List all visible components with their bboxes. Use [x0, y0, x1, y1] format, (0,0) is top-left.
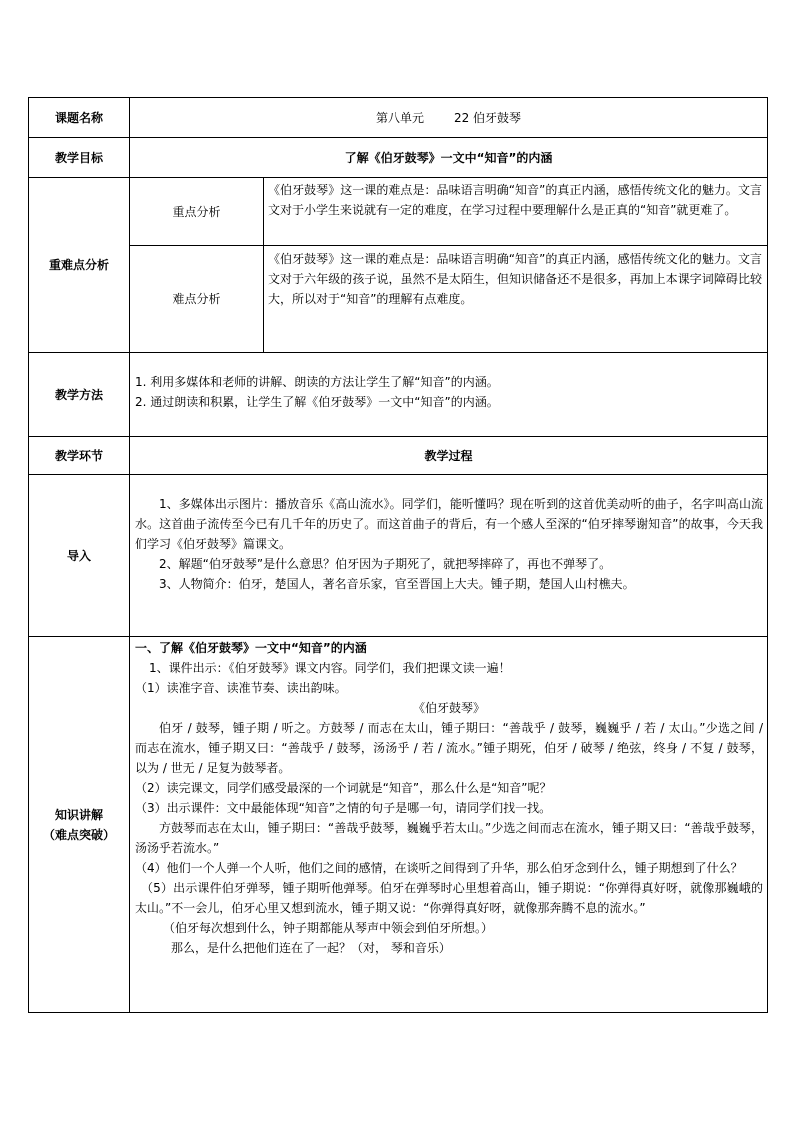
table-border: [28, 1012, 768, 1013]
teaching-process-header: 教学过程: [424, 448, 473, 463]
teaching-stage-label: 教学环节: [54, 448, 103, 463]
teaching-method-text: [135, 372, 763, 422]
teaching-goal-label: 教学目标: [54, 150, 103, 165]
lesson-name-label: 课题名称: [54, 110, 103, 125]
key-analysis-paragraph: 《伯牙鼓琴》这一课的难点是：品味语言明确“知音”的真正内涵，感悟传统文化的魅力。文言文对于小学生来说就有一定的难度，在学习过程中要理解什么是正真的“知音”就更难了。: [268, 183, 762, 217]
table-border: [767, 97, 768, 1013]
key-analysis-label: 重点分析: [172, 204, 221, 219]
knowledge-p8: （伯牙每次想到什么，钟子期都能从琴声中领会到伯牙所想。）: [163, 921, 494, 935]
poem-text: 伯牙 / 鼓琴，锺子期 / 听之。方鼓琴 / 而志在太山，锺子期曰：“善哉乎 / 鼓琴，巍巍乎 / 若 / 太山。”少选之间 / 而志在流水，锺子期又曰：“善哉乎 / 鼓琴，汤汤乎 / 若 / 流水。”锺子期死，伯牙 / 破琴 / 绝弦，终身 / 不复 / 鼓琴，以为 / 世无 / 足复为鼓琴者。: [135, 721, 763, 775]
difficulty-analysis-paragraph: 《伯牙鼓琴》这一课的难点是：品味语言明确“知音”的真正内涵，感悟传统文化的魅力。文言文对于六年级的孩子说，虽然不是太陌生，但知识储备还不是很多，再加上本课字词障碍比较大，所以对于“知音”的理解有点难度。: [268, 252, 762, 306]
knowledge-p6: （4）他们一个人弹一个人听，他们之间的感情，在谈听之间得到了升华，那么伯牙念到什么，锺子期想到了什么？: [135, 861, 743, 875]
method-line-2: 2. 通过朗读和积累，让学生了解《伯牙鼓琴》一文中“知音”的内涵。: [135, 395, 499, 409]
knowledge-p2: （1）读准字音、读准节奏、读出韵味。: [135, 681, 347, 695]
poem-title: 《伯牙鼓琴》: [412, 701, 485, 715]
difficulty-analysis-label: 难点分析: [172, 292, 221, 306]
knowledge-p9: 那么，是什么把他们连在了一起？（对， 琴和音乐）: [171, 941, 451, 955]
introduction-text: [135, 494, 763, 634]
difficulty-analysis-text: [268, 249, 762, 349]
lesson-title-text: 22 伯牙鼓琴: [453, 110, 522, 125]
introduction-label: 导入: [66, 548, 91, 563]
table-border: [28, 474, 768, 475]
method-line-1: 1. 利用多媒体和老师的讲解、朗读的方法让学生了解“知音”的内涵。: [135, 375, 499, 389]
knowledge-p5: 方鼓琴而志在太山，锺子期曰：“善哉乎鼓琴，巍巍乎若太山。”少选之间而志在流水，锺子期又曰：“善哉乎鼓琴，汤汤乎若流水。”: [135, 821, 763, 855]
analysis-label: 重难点分析: [48, 258, 109, 272]
knowledge-p4: （3）出示课件：文中最能体现“知音”之情的句子是哪一句，请同学们找一找。: [135, 801, 552, 815]
knowledge-heading: 一、了解《伯牙鼓琴》一文中“知音”的内涵: [135, 641, 367, 655]
intro-paragraph-3: 3、人物简介：伯牙，楚国人，著名音乐家，官至晋国上大夫。锺子期，楚国人山村樵夫。: [159, 577, 635, 591]
knowledge-p1: 1、课件出示：《伯牙鼓琴》课文内容。同学们，我们把课文读一遍！: [149, 661, 511, 675]
table-border: [263, 177, 264, 353]
key-analysis-text: [268, 180, 762, 244]
knowledge-text: [135, 638, 763, 1010]
knowledge-p3: （2）读完课文，同学们感受最深的一个词就是“知音”，那么什么是“知音”呢？: [135, 781, 552, 795]
knowledge-p7: （5）出示课件伯牙弹琴，锺子期听他弹琴。伯牙在弹琴时心里想着高山，锺子期说：“你弹得真好呀，就像那巍峨的太山。”不一会儿，伯牙心里又想到流水，锺子期又说：“你弹得真好呀，就像那奔腾不息的流水。”: [135, 881, 763, 915]
teaching-goal-text: 了解《伯牙鼓琴》一文中“知音”的内涵: [344, 150, 553, 165]
knowledge-label-line2: （难点突破）: [42, 827, 115, 842]
intro-paragraph-2: 2、解题“伯牙鼓琴”是什么意思？伯牙因为子期死了，就把琴摔碎了，再也不弹琴了。: [159, 557, 612, 571]
unit-text: 第八单元: [375, 110, 424, 125]
knowledge-label-line1: 知识讲解: [54, 807, 103, 822]
table-border: [28, 636, 768, 637]
intro-paragraph-1: 1、多媒体出示图片：播放音乐《高山流水》。同学们，能听懂吗？现在听到的这首优美动听的曲子，名字叫高山流水。这首曲子流传至今已有几千年的历史了。而这首曲子的背后，有一个感人至深的“伯牙摔琴谢知音”的故事，今天我们学习《伯牙鼓琴》篇课文。: [135, 497, 763, 551]
knowledge-label: [29, 637, 129, 1012]
teaching-method-label: 教学方法: [54, 387, 103, 402]
lesson-name-value: [130, 98, 767, 137]
table-border: [28, 352, 768, 353]
